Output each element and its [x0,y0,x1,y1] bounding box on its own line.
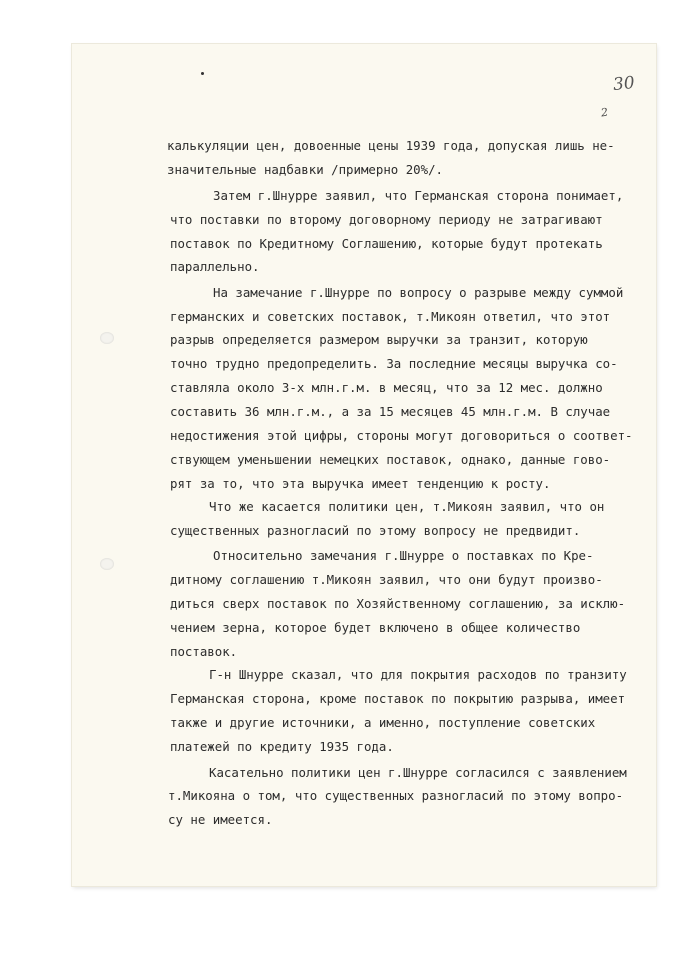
text-line: калькуляции цен, довоенные цены 1939 года, допуская лишь не- [167,138,615,153]
text-line: ставляла около 3-х млн.г.м. в месяц, что за 12 мес. должно [170,380,603,395]
text-line: ствующем уменьшении немецких поставок, однако, данные гово- [170,452,611,467]
text-line: диться сверх поставок по Хозяйственному соглашению, за исклю- [170,596,626,611]
ink-speck [201,72,204,75]
text-line: Германская сторона, кроме поставок по покрытию разрыва, имеет [170,691,626,706]
text-line: платежей по кредиту 1935 года. [170,739,394,754]
text-line: Относительно замечания г.Шнурре о поставках по Кре- [213,548,594,563]
text-line: значительные надбавки /примерно 20%/. [167,162,444,177]
text-line: Затем г.Шнурре заявил, что Германская сторона понимает, [213,188,624,203]
text-line: поставок. [170,644,238,659]
text-line: дитному соглашению т.Микоян заявил, что они будут произво- [170,572,603,587]
text-line: Г-н Шнурре сказал, что для покрытия расходов по транзиту [209,667,627,682]
text-line: поставок по Кредитному Соглашению, которые будут протекать [170,236,603,251]
text-line: существенных разногласий по этому вопросу не предвидит. [170,523,581,538]
text-line: чением зерна, которое будет включено в общее количество [170,620,581,635]
text-line: точно трудно предопределить. За последние месяцы выручка со- [170,356,618,371]
text-line: разрыв определяется размером выручки за транзит, которую [170,332,588,347]
text-line: также и другие источники, а именно, поступление советских [170,715,596,730]
page-number-secondary: 2 [600,105,609,120]
text-line: параллельно. [170,259,260,274]
text-line: т.Микояна о том, что существенных разногласий по этому вопро- [168,788,624,803]
text-line: что поставки по второму договорному периоду не затрагивают [170,212,603,227]
text-line: составить 36 млн.г.м., а за 15 месяцев 45 млн.г.м. В случае [170,404,611,419]
text-line: Что же касается политики цен, т.Микоян заявил, что он [209,499,605,514]
punch-hole-bottom [100,558,114,570]
text-line: Касательно политики цен г.Шнурре согласился с заявлением [209,765,627,780]
text-line: На замечание г.Шнурре по вопросу о разрыве между суммой [213,285,624,300]
text-line: германских и советских поставок, т.Микоян ответил, что этот [170,309,611,324]
punch-hole-top [100,332,114,344]
text-line: рят за то, что эта выручка имеет тенденцию к росту. [170,476,551,491]
page-number: 30 [612,72,636,96]
text-line: су не имеется. [168,812,273,827]
text-line: недостижения этой цифры, стороны могут договориться о соответ- [170,428,633,443]
